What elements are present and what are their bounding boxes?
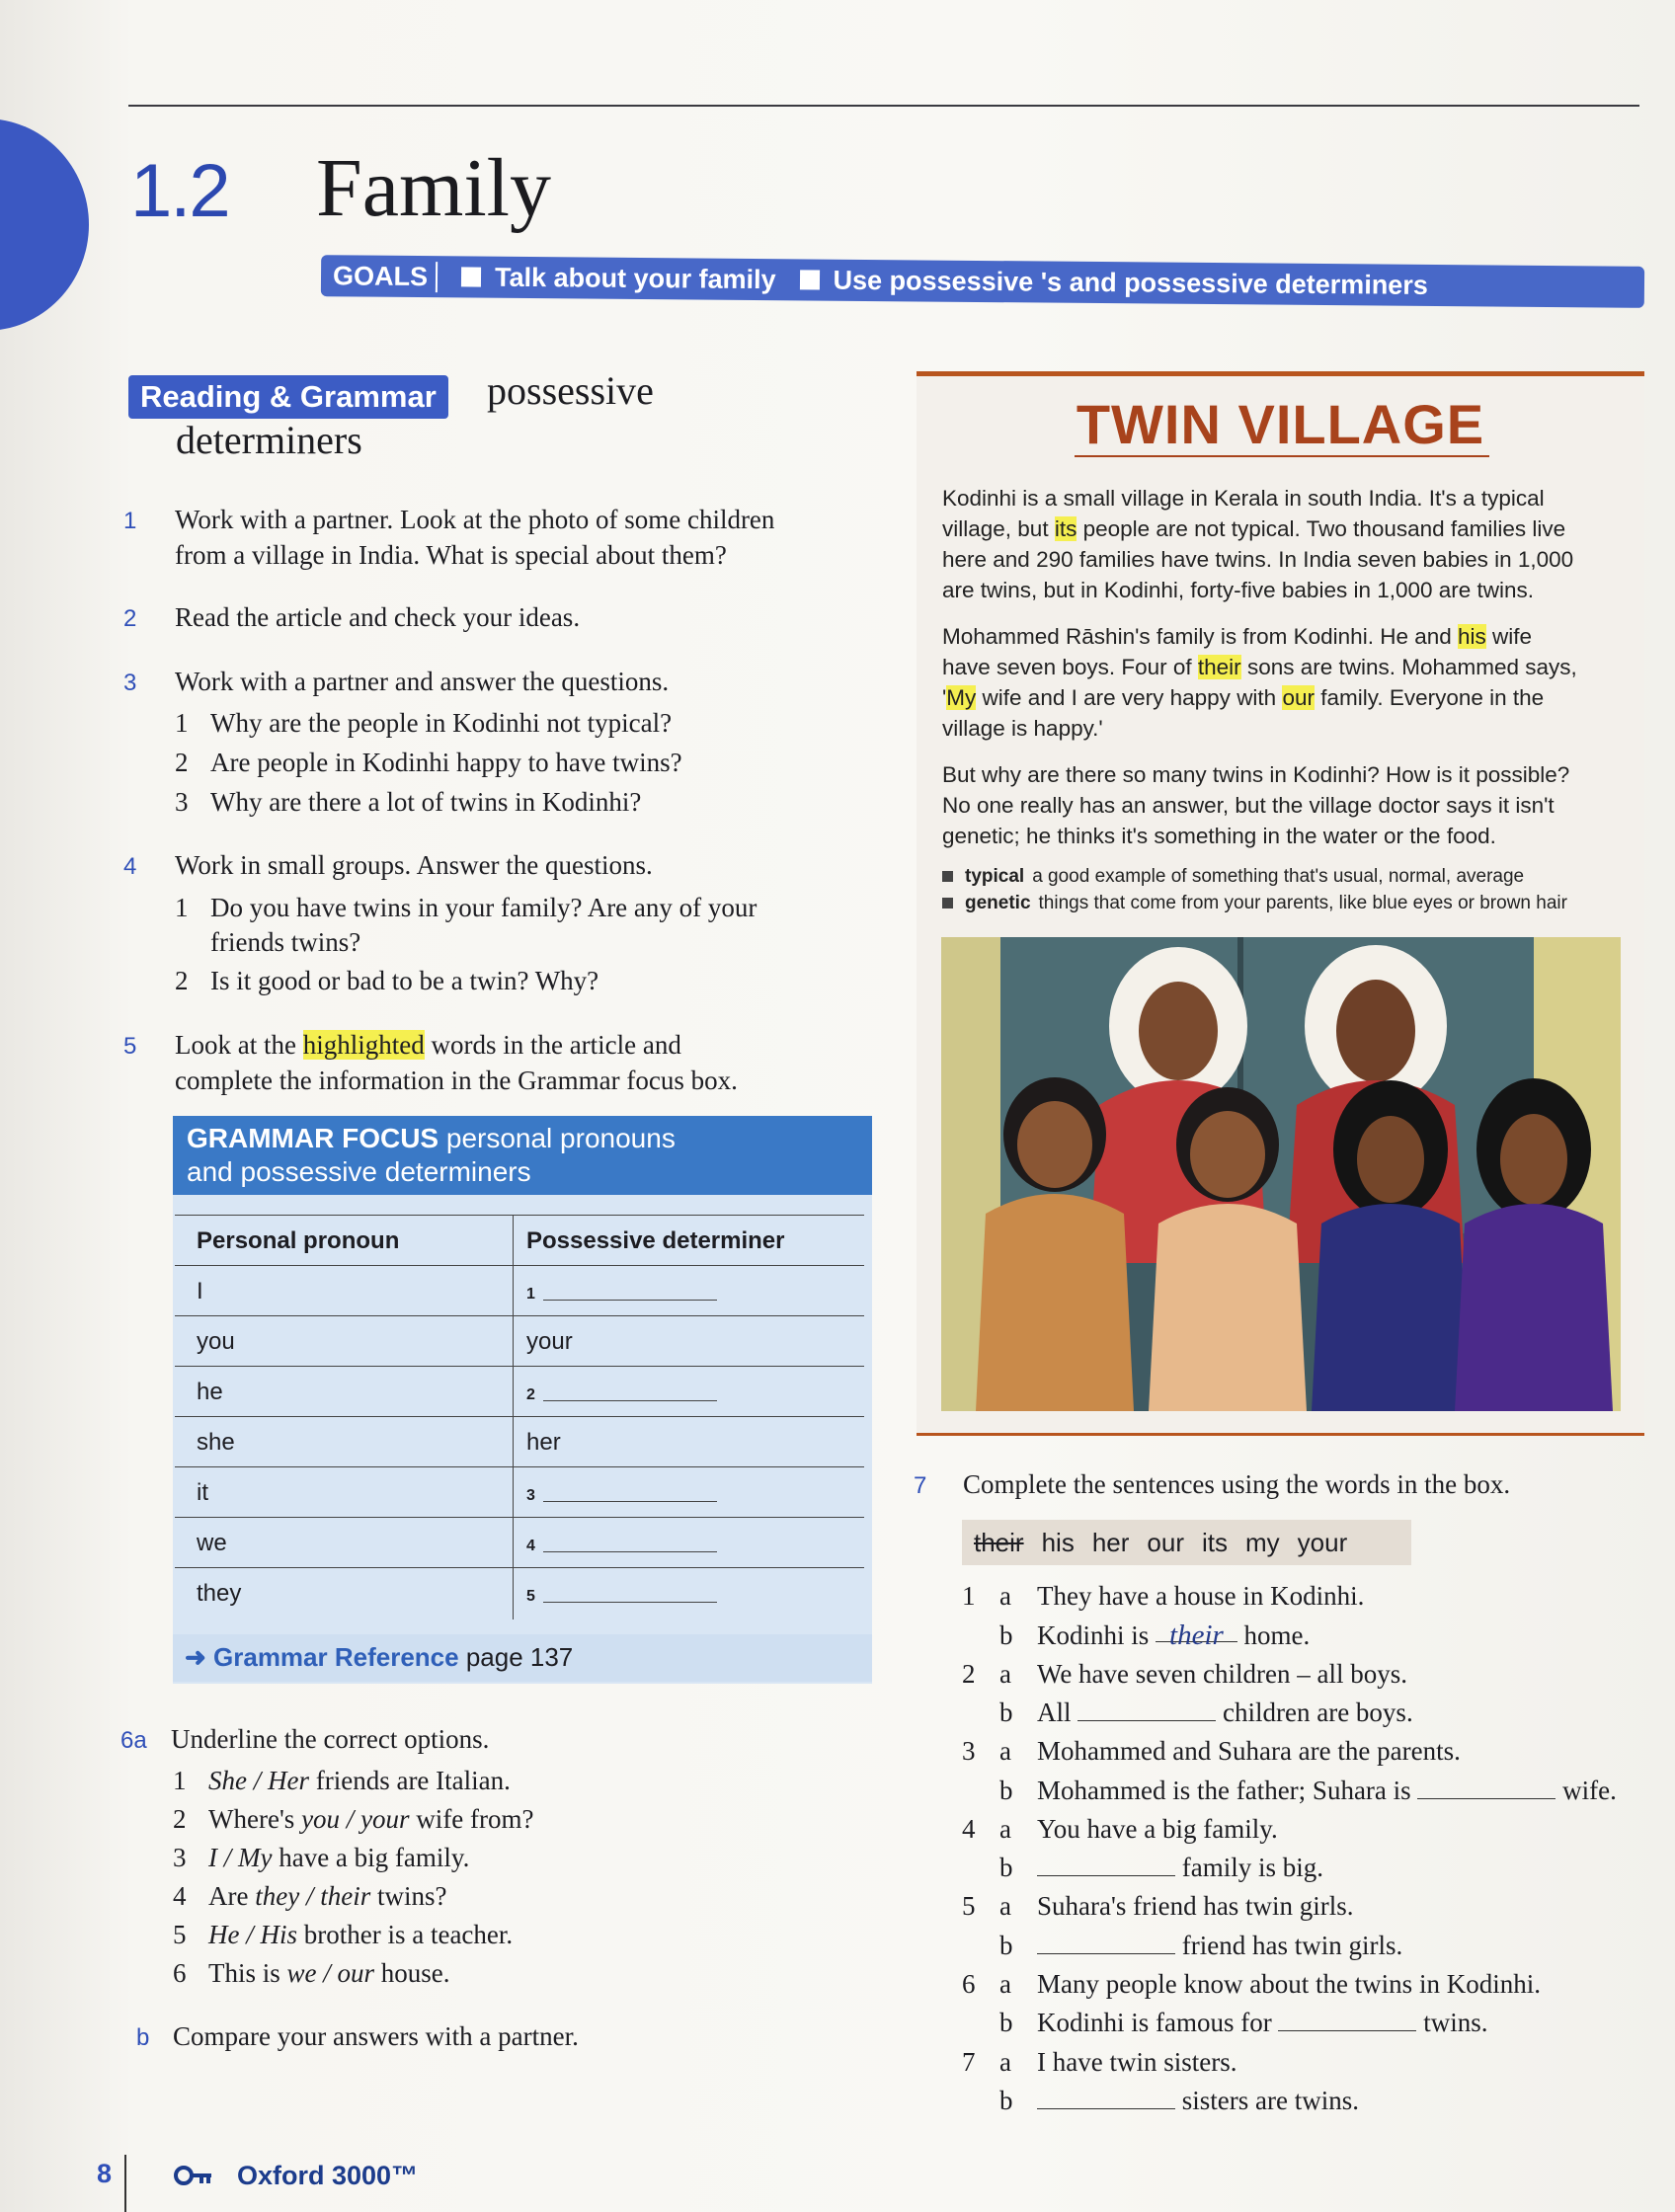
answer-blank[interactable]: [1037, 2087, 1175, 2109]
article-title: TWIN VILLAGE: [1076, 393, 1485, 455]
table-row: it 3: [175, 1466, 864, 1517]
highlighted-word: its: [1054, 516, 1077, 541]
goal-1: Talk about your family: [494, 262, 776, 294]
table-row: he 2: [175, 1366, 864, 1416]
ex7-item: 1 a They have a house in Kodinhi.: [962, 1581, 1365, 1611]
word-struck: their: [974, 1527, 1024, 1557]
answer-blank[interactable]: [1077, 1698, 1216, 1721]
answer-blank[interactable]: [543, 1551, 717, 1552]
unit-title: Family: [316, 142, 552, 234]
answer-blank[interactable]: [543, 1602, 717, 1603]
goal-bullet-icon: [799, 270, 819, 289]
table-row: you your: [175, 1315, 864, 1366]
answer-blank[interactable]: [543, 1501, 717, 1502]
word-box: their his her our its my your: [962, 1520, 1411, 1565]
title-underline: [1075, 455, 1489, 457]
article-paragraph-2: Mohammed Rāshin's family is from Kodinhi. He and his wife have seven boys. Four of their sons are twins. Mohammed says, 'My wife and I are very happy with our family. Everyone in the village is happy.': [942, 624, 1577, 741]
table-row: I 1: [175, 1265, 864, 1315]
key-icon: [174, 2165, 223, 2186]
table-row: we 4: [175, 1517, 864, 1567]
grammar-reference-link[interactable]: ➜ Grammar Reference page 137: [173, 1634, 872, 1682]
ex7-item: b family is big.: [999, 1853, 1323, 1883]
ex7-item: b Kodinhi is famous for twins.: [999, 2008, 1488, 2038]
ex7-item: 5 a Suhara's friend has twin girls.: [962, 1891, 1354, 1922]
twins-photo: [941, 937, 1621, 1411]
footer-divider: [124, 2155, 126, 2212]
answer-blank[interactable]: [1037, 1854, 1175, 1876]
unit-tab-decoration: [0, 118, 89, 331]
highlighted-word: My: [946, 685, 977, 710]
top-rule: [128, 105, 1639, 107]
ex7-item: 2 a We have seven children – all boys.: [962, 1658, 1407, 1689]
goals-label: GOALS: [333, 261, 438, 292]
ex7-item: b sisters are twins.: [999, 2085, 1359, 2115]
section-badge: Reading & Grammar: [128, 375, 448, 419]
unit-number: 1.2: [130, 149, 229, 233]
ex7-item: b Mohammed is the father; Suhara is wife.: [999, 1775, 1617, 1805]
table-row: she her: [175, 1416, 864, 1466]
answer-blank[interactable]: [1037, 1932, 1175, 1954]
ex7-item: 7 a I have twin sisters.: [962, 2046, 1237, 2077]
grammar-focus-header: GRAMMAR FOCUS personal pronouns and possessive determiners: [173, 1116, 872, 1195]
bullet-icon: [942, 898, 953, 908]
ex7-item: 4 a You have a big family.: [962, 1813, 1278, 1844]
ex7-item: b All children are boys.: [999, 1697, 1413, 1727]
goals-bar: [321, 255, 1644, 308]
glossary-typical: typical a good example of something that's usual, normal, average: [942, 866, 1524, 888]
table-header-row: Personal pronoun Possessive determiner: [175, 1215, 864, 1265]
grammar-focus-box: [173, 1116, 872, 1684]
answer-blank[interactable]: [543, 1400, 717, 1401]
goal-2: Use possessive 's and possessive determiners: [833, 265, 1428, 300]
arrow-right-icon: ➜: [185, 1642, 214, 1672]
ex7-item: 3 a Mohammed and Suhara are the parents.: [962, 1736, 1461, 1767]
article-paragraph-1: Kodinhi is a small village in Kerala in south India. It's a typical village, but its people are not typical. Two thousand families live here and 290 families have twins. In India seven babies in 1,000 are twins, but in Kodinhi, forty-five babies in 1,000 are twins.: [942, 486, 1574, 602]
page-number: 8: [97, 2159, 113, 2188]
answer-blank[interactable]: [1156, 1620, 1237, 1652]
answer-blank[interactable]: [1417, 1777, 1555, 1799]
answer-blank[interactable]: [1278, 2009, 1416, 2031]
glossary-genetic: genetic things that come from your parents, like blue eyes or brown hair: [942, 893, 1567, 914]
oxford-3000-label: Oxford 3000™: [237, 2161, 419, 2190]
ex7-item: b friend has twin girls.: [999, 1930, 1403, 1960]
goal-bullet-icon: [461, 267, 481, 286]
handwritten-answer: their: [1169, 1620, 1224, 1652]
highlighted-word: their: [1197, 655, 1241, 679]
ex7-item: b Kodinhi is their home.: [999, 1620, 1311, 1652]
answer-blank[interactable]: [543, 1300, 717, 1301]
section-topic-line2: determiners: [176, 418, 362, 462]
highlighted-word: his: [1458, 624, 1486, 649]
highlight-sample: highlighted: [302, 1030, 425, 1060]
children-illustration: [941, 937, 1621, 1411]
table-row: they 5: [175, 1567, 864, 1618]
textbook-page: 1.2 Family GOALS Talk about your family Use possessive 's and possessive determiners Reading & Grammar possessive determiners 1 Work with a partner. Look at the photo of some children from a village in India. What is special about them? 2 Read the article and check your ideas. 3 Work with a partner and answer the questions. 1 Why are the people in Kodinhi not typical? 2 Are people in Kodinhi happy to have twins? 3 Why are there a lot of twins in Kodinhi? 4 Work in small groups. Answer the questions. 1 Do you have twins in your family? Are any of your friends twins? 2 Is it good or bad to be a twin? Why? 5 Look at the highlighted words in the article and complete the information in the Grammar focus box. GRAMMAR FOCUS personal pronouns and possessive determiners Personal pronoun Possessive determiner I 1 you your he 2 she her it 3 we 4 they 5 ➜ Grammar Reference page 137 6a Underline the correct options. 1 She / Her friends are Italian. 2 Where's you / your wife from? 3 I / My have a big family. 4 Are they / their twins? 5 He / His brother is a teacher. 6 This is we / our house. b Compare your answers with a partner. TWIN VILLAGE Kodinhi is a small village in Kerala in south India. It's a typical village, but its people are not typical. Two thousand families live here and 290 families have twins. In India seven babies in 1,000 are twins, but in Kodinhi, forty-five babies in 1,000 are twins. Mohammed Rāshin's family is from Kodinhi. He and his wife have seven boys. Four of their sons are twins. Mohammed says, 'My wife and I are very happy with our family. Everyone in the village is happy.' But why are there so many twins in Kodinhi? How is it possible? No one really has an answer, but the village doctor says it isn't genetic; he thinks it's something in the water or the food. typical a good example of something that's usual, normal, average genetic things that come from your parents, like blue eyes or brown hair 7 Complete the sentences using the words in the box. their his her our its my your 1 a They have a house in Kodinhi. b Kodinhi is their home. 2 a We have seven children – all boys. b All children are boys. 3 a Mohammed and Suhara are the parents. b Mohammed is the father; Suhara is wife. 4 a You have a big family. b family is big. 5 a Suhara's friend has twin girls. b friend has twin girls. 6 a Many people know about the twins in Kodinhi. b Kodinhi is famous for twins. 7 a I have twin sisters. b sisters are twins. 8 Oxford 3000™: [0, 0, 1675, 2212]
bullet-icon: [942, 871, 953, 882]
ex7-item: 6 a Many people know about the twins in Kodinhi.: [962, 1969, 1541, 1999]
section-topic-line1: possessive: [487, 368, 654, 413]
highlighted-word: our: [1282, 685, 1315, 710]
article-paragraph-3: But why are there so many twins in Kodinhi? How is it possible? No one really has an answer, but the village doctor says it isn't genetic; he thinks it's something in the water or the food.: [942, 762, 1570, 848]
